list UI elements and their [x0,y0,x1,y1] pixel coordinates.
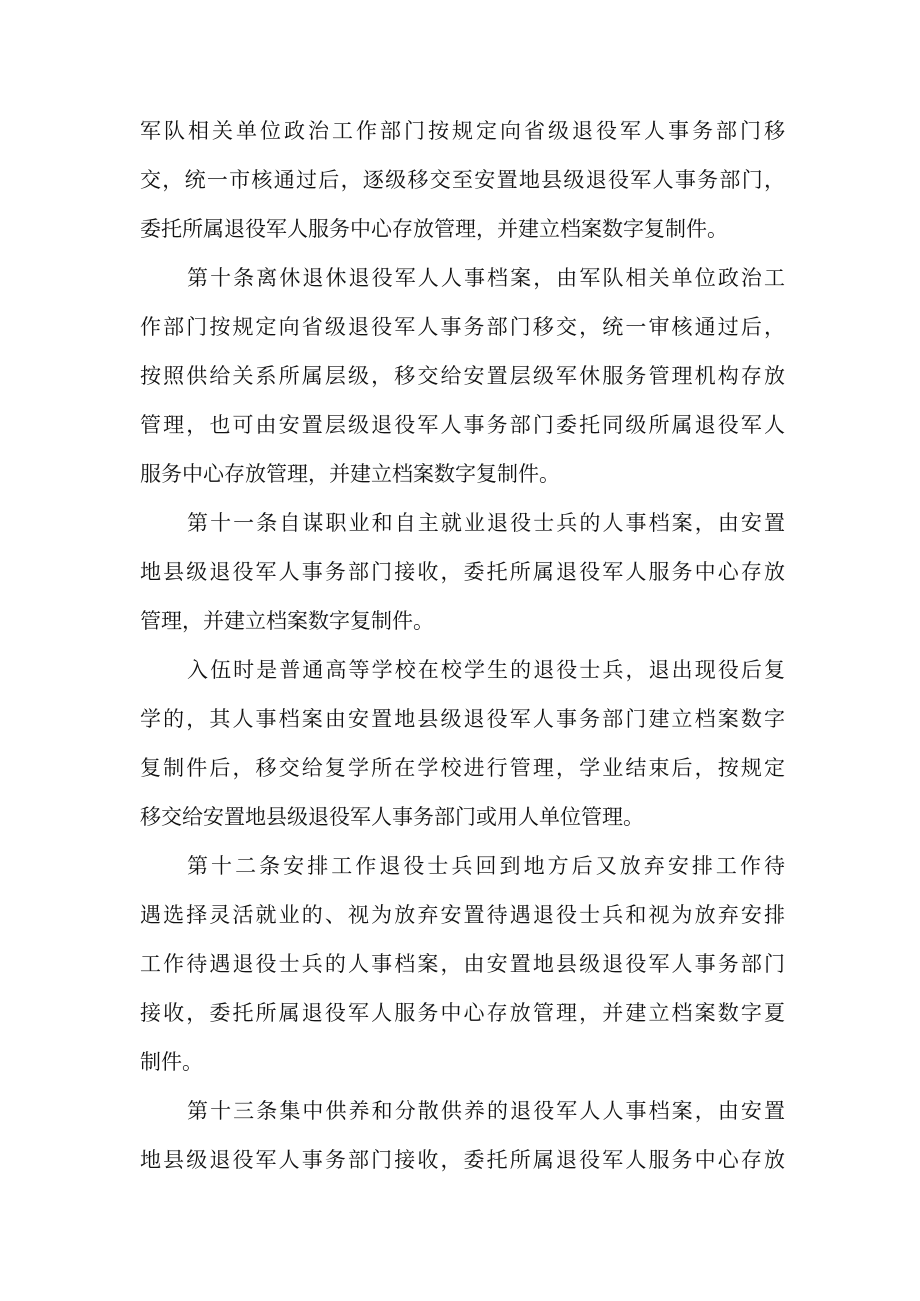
text-line: 移交给安置地县级退役军人事务部门或用人单位管理。 [140,805,644,829]
text-line: 地县级退役军人事务部门接收，委托所属退役军人服务中心存放 [140,560,785,584]
text-line: 作部门按规定向省级退役军人事务部门移交，统一审核通过后， [140,315,785,339]
text-line: 工作待遇退役士兵的人事档案，由安置地县级退役军人事务部门 [140,952,785,976]
text-line: 管理，并建立档案数字复制件。 [140,609,434,633]
paragraph-first-line: 第十二条安排工作退役士兵回到地方后又放弃安排工作待 [187,854,785,878]
text-line: 交，统一市核通过后，逐级移交至安置地县级退役军人事务部门， [140,168,785,192]
text-line: 按照供给关系所属层级，移交给安置层级军休服务管理机构存放 [140,364,785,388]
text-line: 制件。 [140,1050,203,1074]
paragraph-first-line: 第十三条集中供养和分散供养的退役军人人事档案，由安置 [187,1099,785,1123]
text-line: 管理，也可由安置层级退役军人事务部门委托同级所属退役军人 [140,413,785,437]
text-line: 地县级退役军人事务部门接收，委托所属退役军人服务中心存放 [140,1148,785,1172]
paragraph-first-line: 第十条离休退休退役军人人事档案，由军队相关单位政治工 [187,266,785,290]
text-line: 委托所属退役军人服务中心存放管理，并建立档案数字复制件。 [140,217,728,241]
paragraph-first-line: 入伍时是普通高等学校在校学生的退役士兵，退出现役后复 [187,658,785,682]
text-line: 遇选择灵活就业的、视为放弃安置待遇退役士兵和视为放弃安排 [140,903,785,927]
text-line: 服务中心存放管理，并建立档案数字复制件。 [140,462,560,486]
paragraph-first-line: 第十一条自谋职业和自主就业退役士兵的人事档案，由安置 [187,511,785,535]
text-line: 学的，其人事档案由安置地县级退役军人事务部门建立档案数字 [140,707,785,731]
text-line: 接收，委托所属退役军人服务中心存放管理，并建立档案数字夏 [140,1001,785,1025]
text-line: 军队相关单位政治工作部门按规定向省级退役军人事务部门移 [140,119,785,143]
text-line: 复制件后，移交给复学所在学校进行管理，学业结束后，按规定 [140,756,785,780]
